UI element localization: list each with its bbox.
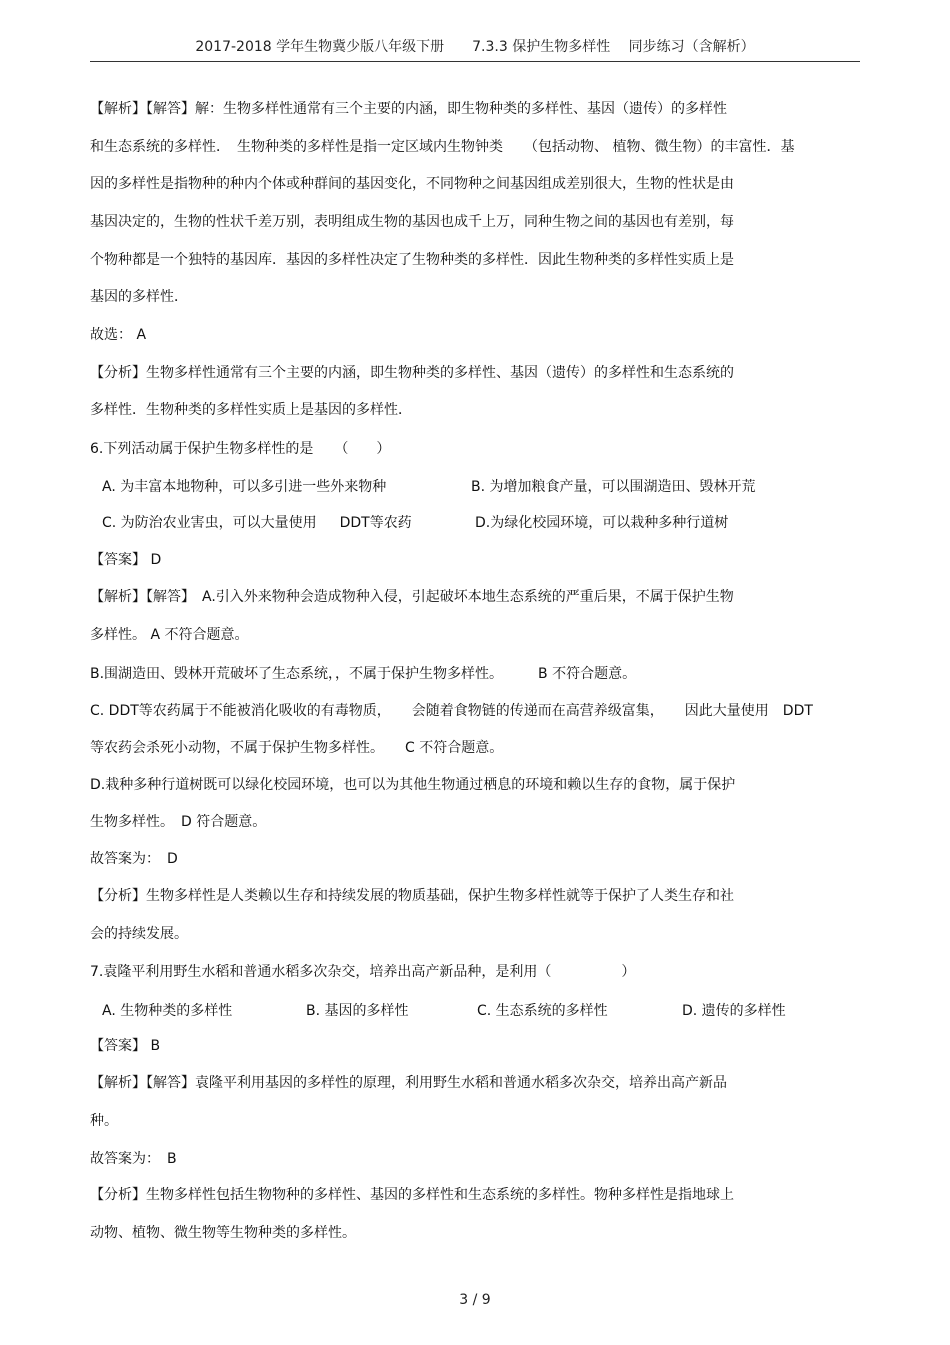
q6-explanation-line-4: C. DDT等农药属于不能被消化吸收的有毒物质， 会随着食物链的传递而在高营养级富集， 因此大量使用 DDT: [90, 703, 813, 719]
q5-explanation-line-3: 因的多样性是指物种的种内个体或种群间的基因变化，不同物种之间基因组成差别很大，生物的性状是由: [90, 176, 734, 192]
q6-explanation-line-1: 【解析】【解答】 A.引入外来物种会造成物种入侵，引起破坏本地生态系统的严重后果，不属于保护生物: [90, 589, 734, 605]
q7-option-a: A. 生物种类的多样性: [102, 1003, 233, 1019]
q6-analysis-line-1: 【分析】生物多样性是人类赖以生存和持续发展的物质基础，保护生物多样性就等于保护了人类生存和社: [90, 888, 734, 904]
q7-analysis-line-2: 动物、植物、微生物等生物种类的多样性。: [90, 1225, 356, 1241]
q5-choice: 故选： A: [90, 327, 147, 343]
q6-explanation-line-5: 等农药会杀死小动物，不属于保护生物多样性。 C 不符合题意。: [90, 740, 504, 756]
q7-analysis-line-1: 【分析】生物多样性包括生物物种的多样性、基因的多样性和生态系统的多样性。物种多样性是指地球上: [90, 1187, 734, 1203]
q6-option-a: A. 为丰富本地物种，可以多引进一些外来物种: [102, 479, 387, 495]
q6-explanation-line-7: 生物多样性。 D 符合题意。: [90, 814, 267, 830]
q5-explanation-line-6: 基因的多样性．: [90, 289, 188, 305]
q6-explanation-line-6: D.栽种多种行道树既可以绿化校园环境，也可以为其他生物通过栖息的环境和赖以生存的食物，属于保护: [90, 777, 736, 793]
q6-final-answer: 故答案为： D: [90, 851, 178, 867]
q6-option-b: B. 为增加粮食产量，可以围湖造田、毁林开荒: [471, 479, 756, 495]
q6-explanation-line-2: 多样性。 A 不符合题意。: [90, 627, 249, 643]
q6-explanation-line-3: B.围湖造田、毁林开荒破坏了生态系统，，不属于保护生物多样性。 B 不符合题意。: [90, 666, 637, 682]
q5-analysis-line-1: 【分析】生物多样性通常有三个主要的内涵，即生物种类的多样性、基因（遗传）的多样性和生态系统的: [90, 365, 734, 381]
q7-answer: 【答案】 B: [90, 1038, 161, 1054]
q7-stem: 7.袁隆平利用野生水稻和普通水稻多次杂交，培养出高产新品种，是利用（ ）: [90, 964, 636, 980]
q5-analysis-line-2: 多样性．生物种类的多样性实质上是基因的多样性．: [90, 402, 412, 418]
q7-option-c: C. 生态系统的多样性: [477, 1003, 608, 1019]
q7-final-answer: 故答案为： B: [90, 1151, 177, 1167]
q5-explanation-line-2: 和生态系统的多样性． 生物种类的多样性是指一定区域内生物钟类 （包括动物、 植物、微生物）的丰富性．基: [90, 139, 795, 155]
q6-analysis-line-2: 会的持续发展。: [90, 926, 188, 942]
page-header: 2017-2018 学年生物冀少版八年级下册 7.3.3 保护生物多样性 同步练习（含解析）: [195, 39, 755, 55]
q6-option-c: C. 为防治农业害虫，可以大量使用 DDT等农药: [102, 515, 412, 531]
q6-option-d: D.为绿化校园环境，可以栽种多种行道树: [475, 515, 729, 531]
q6-answer: 【答案】 D: [90, 552, 162, 568]
header-divider: [90, 61, 860, 62]
q7-explanation-line-2: 种。: [90, 1113, 118, 1129]
q5-explanation-line-5: 个物种都是一个独特的基因库．基因的多样性决定了生物种类的多样性．因此生物种类的多样性实质上是: [90, 252, 734, 268]
q5-explanation-line-4: 基因决定的，生物的性状千差万别，表明组成生物的基因也成千上万，同种生物之间的基因也有差别，每: [90, 214, 734, 230]
q7-option-d: D. 遗传的多样性: [682, 1003, 786, 1019]
q7-explanation-line-1: 【解析】【解答】袁隆平利用基因的多样性的原理，利用野生水稻和普通水稻多次杂交，培养出高产新品: [90, 1075, 727, 1091]
q5-explanation-line-1: 【解析】【解答】解：生物多样性通常有三个主要的内涵，即生物种类的多样性、基因（遗传）的多样性: [90, 101, 727, 117]
q6-stem: 6.下列活动属于保护生物多样性的是 （ ）: [90, 441, 391, 457]
page-number: 3 / 9: [459, 1292, 491, 1308]
q7-option-b: B. 基因的多样性: [306, 1003, 409, 1019]
